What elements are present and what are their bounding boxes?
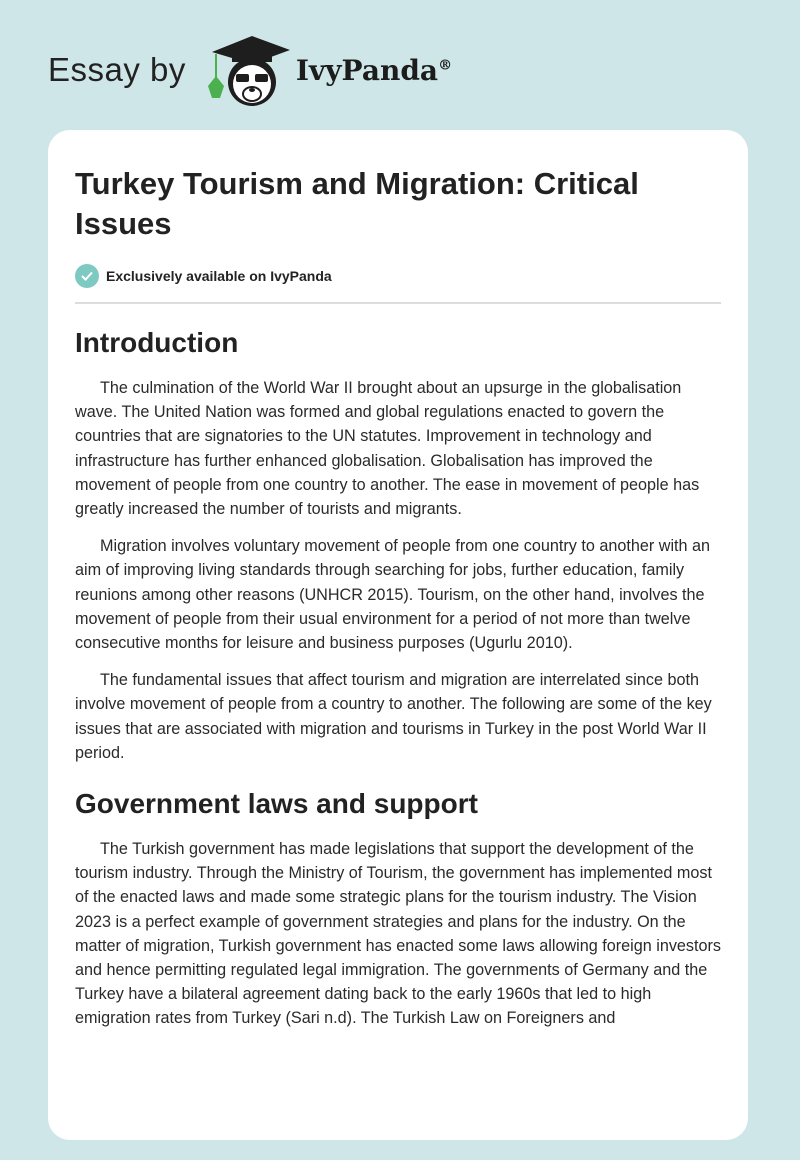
paragraph: The fundamental issues that affect tourism and migration are interrelated since both involve movement of people from a country to another. The following are some of the key issues that are associated with migration and tourisms in Turkey in the post World War II period. xyxy=(75,671,712,762)
brand-name[interactable] xyxy=(296,54,452,87)
paragraph: Migration involves voluntary movement of people from one country to another with an aim of improving living standards through searching for jobs, further education, family reunions among other reasons (UNHCR 2015). Tourism, on the other hand, involves the movement of people from their usual environment for a period of not more than twelve consecutive months for leisure and business purposes (Ugurlu 2010). xyxy=(75,537,711,653)
exclusive-label: Exclusively available on IvyPanda xyxy=(106,268,332,284)
site-header xyxy=(48,30,452,110)
section-heading: Government laws and support xyxy=(75,788,478,820)
paragraph: The culmination of the World War II brought about an upsurge in the globalisation wave. The United Nation was formed and global regulations enacted to govern the countries that are signatories to the UN statutes. Improvement in technology and infrastructure has further enhanced globalisation. Globalisation has improved the movement of people from one country to another. The ease in movement of people has greatly increased the number of tourists and migrants. xyxy=(75,379,700,519)
essay-card xyxy=(48,130,748,1140)
essay-by-label: Essay by xyxy=(48,51,186,88)
paragraph: The Turkish government has made legislations that support the development of the tourism industry. Through the Ministry of Tourism, the government has implemented most of the enacted laws and made some strategic plans for the tourism industry. The Vision 2023 is a perfect example of government strategies and plans for the industry. On the matter of migration, Turkish government has enacted some laws allowing foreign investors and hence permitting regulated legal immigration. The governments of Germany and the Turkey have a bilateral agreement dating back to the early 1960s that led to high emigration rates from Turkey (Sari n.d). The Turkish Law on Foreigners and xyxy=(75,840,722,1028)
panda-logo-icon[interactable] xyxy=(204,30,290,110)
check-icon xyxy=(75,264,99,288)
page-title: Turkey Tourism and Migration: Critical Issues xyxy=(75,166,639,241)
section-heading: Introduction xyxy=(75,327,239,358)
registered-mark: ® xyxy=(438,57,453,74)
exclusive-badge xyxy=(75,264,721,304)
brand-text: IvyPanda xyxy=(295,53,439,87)
